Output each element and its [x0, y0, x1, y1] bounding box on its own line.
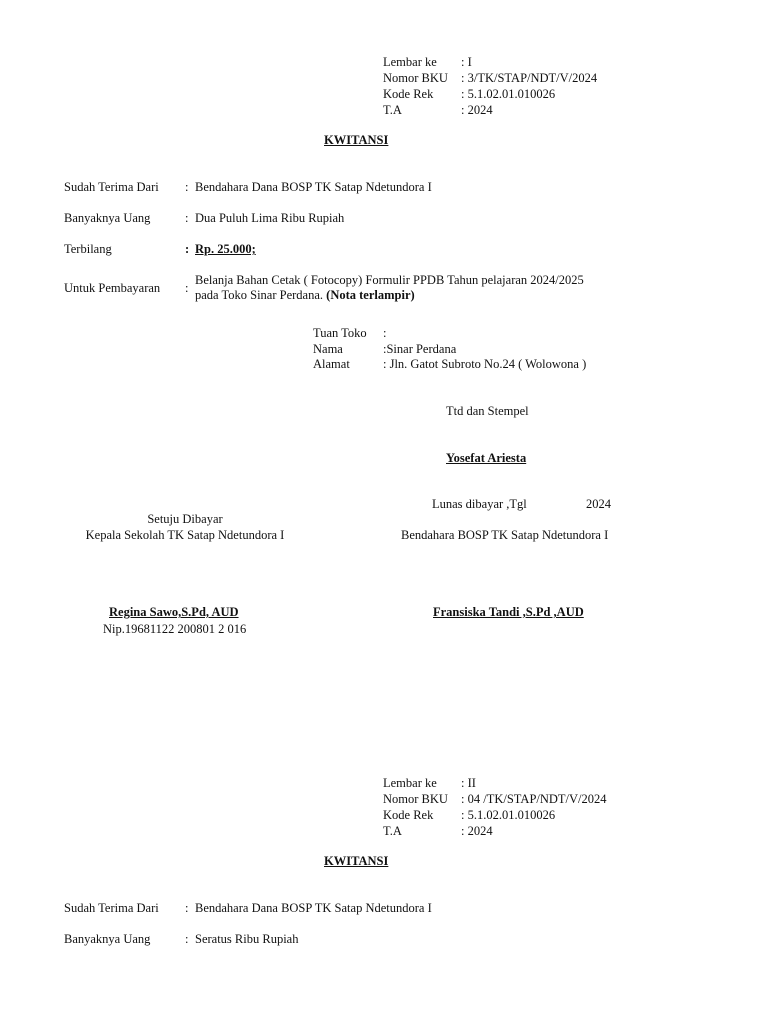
row-label-amount-words: Banyaknya Uang [64, 932, 151, 946]
store-label-address: Alamat [313, 357, 350, 371]
meta-label-ta: T.A [383, 824, 402, 838]
principal-name: Regina Sawo,S.Pd, AUD [109, 605, 239, 619]
row-colon: : [185, 281, 189, 295]
meta-value-ta: : 2024 [461, 824, 493, 838]
row-value-received-from: Bendahara Dana BOSP TK Satap Ndetundora I [195, 901, 432, 915]
meta-label-kode-rek: Kode Rek [383, 808, 434, 822]
store-label-name: Nama [313, 342, 343, 356]
store-value-owner: : [383, 326, 387, 340]
row-value-received-from: Bendahara Dana BOSP TK Satap Ndetundora I [195, 180, 432, 194]
row-label-received-from: Sudah Terima Dari [64, 180, 159, 194]
row-label-received-from: Sudah Terima Dari [64, 901, 159, 915]
signature-stamp-label: Ttd dan Stempel [446, 404, 529, 418]
treasurer-title: Bendahara BOSP TK Satap Ndetundora I [401, 528, 609, 542]
store-label-owner: Tuan Toko [313, 326, 367, 340]
row-label-payment: Untuk Pembayaran [64, 281, 161, 295]
row-value-amount: Rp. 25.000; [195, 242, 256, 256]
payment-line-2-text: pada Toko Sinar Perdana. [195, 288, 327, 302]
meta-value-bku: : 3/TK/STAP/NDT/V/2024 [461, 71, 598, 85]
row-colon: : [185, 932, 189, 946]
meta-label-sheet: Lembar ke [383, 776, 437, 790]
meta-value-sheet: : II [461, 776, 476, 790]
row-value-amount-words: Seratus Ribu Rupiah [195, 932, 299, 946]
receipt-title: KWITANSI [324, 133, 389, 147]
row-colon: : [185, 242, 190, 256]
payment-line-1: Belanja Bahan Cetak ( Fotocopy) Formulir PPDB Tahun pelajaran 2024/2025 [195, 273, 584, 287]
principal-nip: Nip.19681122 200801 2 016 [103, 622, 247, 636]
paid-year: 2024 [586, 497, 611, 511]
principal-title: Kepala Sekolah TK Satap Ndetundora I [85, 528, 285, 542]
store-value-address: : Jln. Gatot Subroto No.24 ( Wolowona ) [383, 357, 587, 371]
meta-label-bku: Nomor BKU [383, 792, 448, 806]
meta-value-sheet: : I [461, 55, 472, 69]
row-colon: : [185, 180, 189, 194]
row-value-amount-words: Dua Puluh Lima Ribu Rupiah [195, 211, 345, 225]
approve-label: Setuju Dibayar [147, 512, 223, 526]
row-label-amount-words: Banyaknya Uang [64, 211, 151, 225]
meta-label-ta: T.A [383, 103, 402, 117]
store-signer-name: Yosefat Ariesta [446, 451, 527, 465]
payment-note: (Nota terlampir) [326, 288, 415, 302]
payment-line-2 [195, 288, 415, 303]
treasurer-name: Fransiska Tandi ,S.Pd ,AUD [433, 605, 584, 619]
store-value-name: :Sinar Perdana [383, 342, 457, 356]
row-colon: : [185, 211, 189, 225]
meta-value-bku: : 04 /TK/STAP/NDT/V/2024 [461, 792, 607, 806]
meta-value-ta: : 2024 [461, 103, 493, 117]
meta-label-kode-rek: Kode Rek [383, 87, 434, 101]
row-colon: : [185, 901, 189, 915]
meta-label-bku: Nomor BKU [383, 71, 448, 85]
paid-label: Lunas dibayar ,Tgl [432, 497, 527, 511]
row-label-amount: Terbilang [64, 242, 112, 256]
meta-label-sheet: Lembar ke [383, 55, 437, 69]
meta-value-kode-rek: : 5.1.02.01.010026 [461, 87, 556, 101]
meta-value-kode-rek: : 5.1.02.01.010026 [461, 808, 556, 822]
receipt-title: KWITANSI [324, 854, 389, 868]
